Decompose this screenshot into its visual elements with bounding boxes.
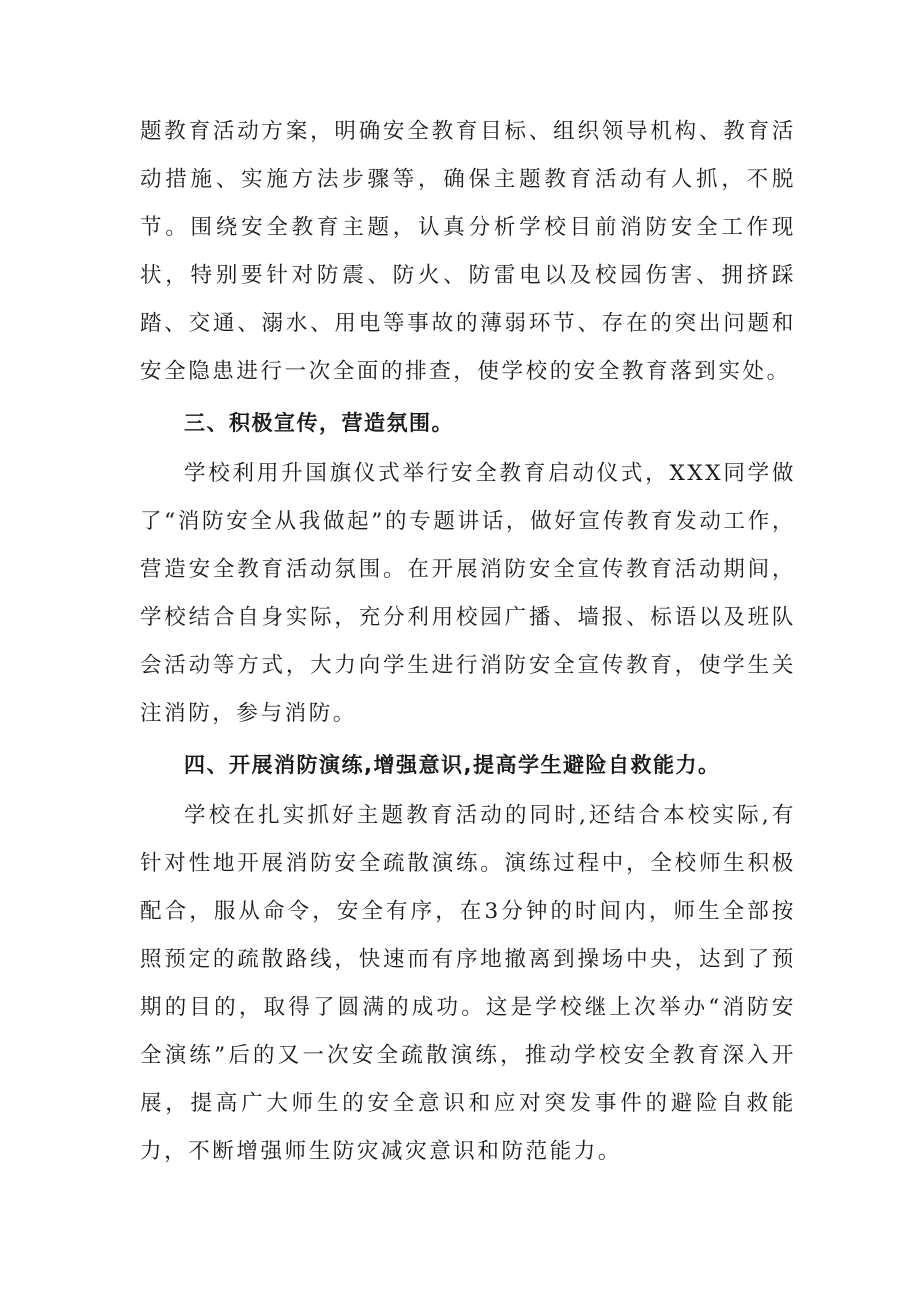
section-3-paragraph: 学校利用升国旗仪式举行安全教育启动仪式，XXX同学做了“消防安全从我做起”的专题讲话，做好宣传教育发动工作，营造安全教育活动氛围。在开展消防安全宣传教育活动期间，学校结合自身实际，充分利用校园广播、墙报、标语以及班队会活动等方式，大力向学生进行消防安全宣传教育，使学生关注消防，参与消防。 [140, 461, 796, 726]
document-page [140, 108, 796, 1176]
section-4-paragraph: 学校在扎实抓好主题教育活动的同时,还结合本校实际,有针对性地开展消防安全疏散演练。演练过程中，全校师生积极配合，服从命令，安全有序，在3分钟的时间内，师生全部按照预定的疏散路线，快速而有序地撤离到操场中央，达到了预期的目的，取得了圆满的成功。这是学校继上次举办“消防安全演练”后的又一次安全疏散演练，推动学校安全教育深入开展，提高广大师生的安全意识和应对突发事件的避险自救能力，不断增强师生防灾减灾意识和防范能力。 [140, 803, 796, 1164]
intro-paragraph: 题教育活动方案，明确安全教育目标、组织领导机构、教育活动措施、实施方法步骤等，确保主题教育活动有人抓，不脱节。围绕安全教育主题，认真分析学校目前消防安全工作现状，特别要针对防震、防火、防雷电以及校园伤害、拥挤踩踏、交通、溺水、用电等事故的薄弱环节、存在的突出问题和安全隐患进行一次全面的排查，使学校的安全教育落到实处。 [140, 119, 796, 384]
section-3-heading: 三、积极宣传，营造氛围。 [184, 411, 454, 435]
section-4-heading: 四、开展消防演练,增强意识,提高学生避险自救能力。 [184, 753, 721, 777]
